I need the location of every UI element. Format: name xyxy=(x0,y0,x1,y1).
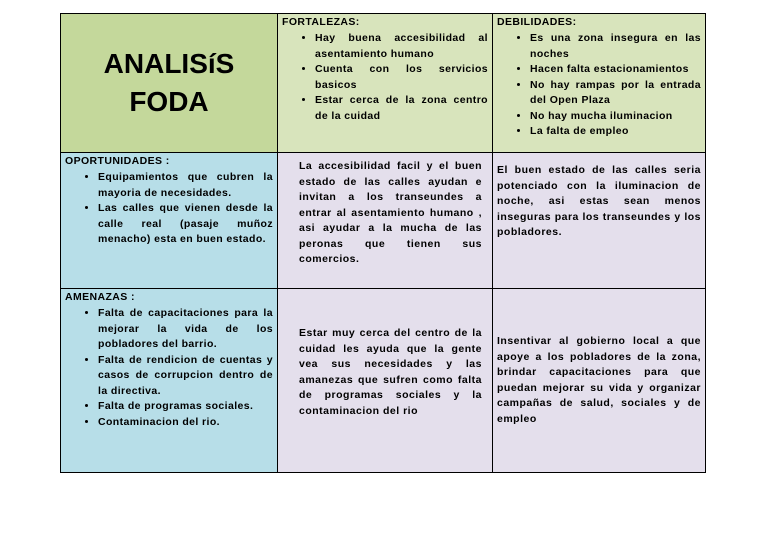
strategy-da-cell xyxy=(493,289,706,473)
strategy-fo-text: La accesibilidad facil y el buen estado de las calles ayudan e invitan a los transeundes a entrar al asentamiento humano , asi ayudar a la mucha de las peronas que tienen sus comercios. xyxy=(299,160,482,265)
title-cell xyxy=(61,14,278,153)
amenazas-heading: AMENAZAS : xyxy=(65,291,135,303)
list-item: • No hay mucha iluminacion xyxy=(530,109,701,125)
fortalezas-heading: FORTALEZAS: xyxy=(282,16,360,28)
list-item: • No hay rampas por la entrada del Open Plaza xyxy=(530,78,701,109)
oportunidades-heading: OPORTUNIDADES : xyxy=(65,155,170,167)
list-item: • Contaminacion del rio. xyxy=(98,415,273,431)
matrix-title-line-2: FODA xyxy=(129,86,209,117)
fortalezas-cell xyxy=(278,14,493,153)
debilidades-list xyxy=(493,31,705,140)
debilidades-cell xyxy=(493,14,706,153)
list-item: • Hacen falta estacionamientos xyxy=(530,62,701,78)
strategy-do-cell xyxy=(493,153,706,289)
amenazas-list xyxy=(61,306,277,430)
list-item: • Cuenta con los servicios basicos xyxy=(315,62,488,93)
list-item: • Las calles que vienen desde la calle real (pasaje muñoz menacho) esta en buen estado. xyxy=(98,201,273,248)
strategy-fo-cell xyxy=(278,153,493,289)
list-item: • Estar cerca de la zona centro de la cuidad xyxy=(315,93,488,124)
strategy-fa-cell xyxy=(278,289,493,473)
fortalezas-list xyxy=(278,31,492,124)
list-item: • La falta de empleo xyxy=(530,124,701,140)
list-item: • Equipamientos que cubren la mayoria de necesidades. xyxy=(98,170,273,201)
matrix-title-line-1: ANALISíS xyxy=(103,48,235,79)
oportunidades-cell xyxy=(61,153,278,289)
list-item: • Falta de programas sociales. xyxy=(98,399,273,415)
debilidades-heading: DEBILIDADES: xyxy=(497,16,577,28)
list-item: • Hay buena accesibilidad al asentamiento humano xyxy=(315,31,488,62)
list-item: • Falta de capacitaciones para la mejorar la vida de los pobladores del barrio. xyxy=(98,306,273,353)
oportunidades-list xyxy=(61,170,277,248)
list-item: • Es una zona insegura en las noches xyxy=(530,31,701,62)
strategy-do-text: El buen estado de las calles seria potenciado con la iluminacion de noche, asi estas sean menos inseguras para los transeundes y los pobladores. xyxy=(497,164,701,238)
strategy-da-text: Insentivar al gobierno local a que apoye a los pobladores de la zona, brindar capacitaciones para que puedan mejorar su vida y organizar campañas de salud, sociales y de empleo xyxy=(497,335,701,425)
foda-matrix-table xyxy=(60,13,706,473)
strategy-fa-text: Estar muy cerca del centro de la cuidad les ayuda que la gente vea sus necesidades y las amanezas que sufren como falta de programas sociales y la contaminacion del rio xyxy=(299,327,482,417)
amenazas-cell xyxy=(61,289,278,473)
list-item: • Falta de rendicion de cuentas y casos de corrupcion dentro de la directiva. xyxy=(98,353,273,400)
